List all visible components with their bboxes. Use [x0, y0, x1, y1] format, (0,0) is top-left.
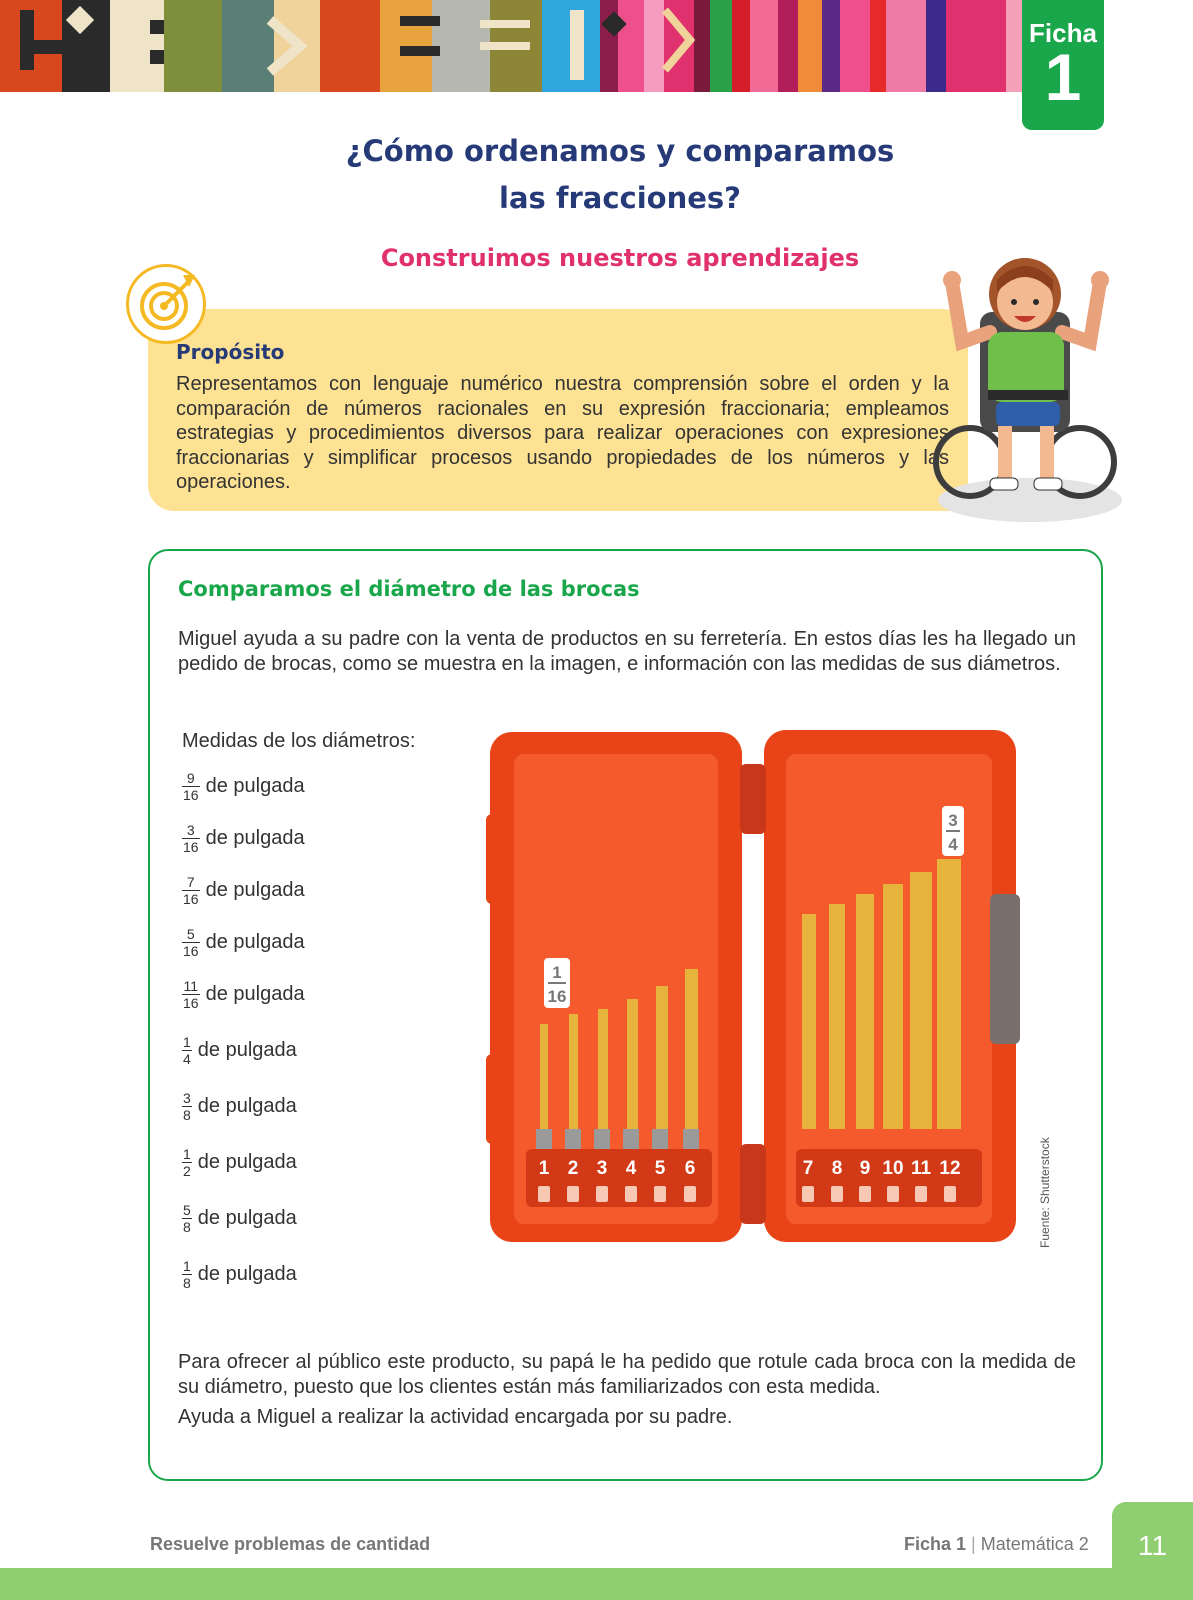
ficha-word: Ficha [1029, 18, 1097, 48]
girl-wheelchair-illustration [930, 232, 1130, 532]
footer-bar [0, 1568, 1193, 1600]
slot-number: 10 [882, 1158, 904, 1179]
slot-number: 5 [654, 1158, 666, 1179]
slot-number: 1 [538, 1158, 550, 1179]
slot-number: 2 [567, 1158, 579, 1179]
slot-number: 9 [859, 1158, 871, 1179]
fraction: $\frac{11}{16}$ [183, 978, 199, 1011]
footer-competency: Resuelve problemas de cantidad [150, 1534, 431, 1554]
image-label-small-den: 16 [547, 987, 567, 1006]
measure-item: $\frac{3}{8}$ de pulgada [183, 1090, 297, 1123]
slot-number: 7 [802, 1158, 814, 1179]
activity-closing: Para ofrecer al público este producto, su papá le ha pedido que rotule cada broca con la medida de su diámetro, puesto que los clientes están más familiarizados con esta medida. [178, 1351, 1076, 1398]
slot-number: 4 [625, 1158, 637, 1179]
fraction: $\frac{3}{16}$ [183, 822, 199, 855]
activity-intro: Miguel ayuda a su padre con la venta de productos en su ferretería. En estos días les ha llegado un pedido de brocas, como se muestra en la imagen, e información con las medidas de sus diámetros. [178, 628, 1076, 675]
measure-item: $\frac{1}{8}$ de pulgada [183, 1258, 297, 1291]
footer-reference: Ficha 1 | Matemática 2 [904, 1534, 1089, 1554]
measure-item: $\frac{7}{16}$ de pulgada [183, 874, 305, 907]
ficha-tab [1022, 0, 1104, 130]
measure-item: $\frac{9}{16}$ de pulgada [183, 770, 305, 803]
image-source-credit: Fuente: Shutterstock [1038, 1137, 1052, 1248]
activity-instruction: Ayuda a Miguel a realizar la actividad encargada por su padre. [178, 1406, 733, 1428]
measure-item: $\frac{1}{4}$ de pulgada [183, 1034, 297, 1067]
footer-ficha: Ficha 1 [904, 1534, 967, 1554]
fraction: $\frac{7}{16}$ [183, 874, 199, 907]
fraction: $\frac{1}{2}$ [183, 1146, 191, 1179]
image-label-large-num: 3 [948, 811, 958, 830]
measure-item: $\frac{5}{16}$ de pulgada [183, 926, 305, 959]
fraction: $\frac{5}{8}$ [183, 1202, 191, 1235]
fraction: $\frac{3}{8}$ [183, 1090, 191, 1123]
image-label-large-den: 4 [948, 835, 958, 854]
measures-heading: Medidas de los diámetros: [182, 730, 416, 752]
purpose-text: Representamos con lenguaje numérico nuestra comprensión sobre el orden y la comparación de números racionales en su expresión fraccionaria; empleamos estrategias y procedimientos diversos para realizar operaciones con expresiones fraccionarias y simplificar procesos usando propiedades de los números y las operaciones. [176, 373, 949, 493]
page-title [200, 128, 1040, 222]
title-line-2: las fracciones? [499, 181, 741, 215]
fraction: $\frac{9}{16}$ [183, 770, 199, 803]
activity-title: Comparamos el diámetro de las brocas [178, 577, 640, 601]
title-line-1: ¿Cómo ordenamos y comparamos [345, 134, 895, 168]
page-number: 11 [1137, 1530, 1168, 1561]
fraction: $\frac{5}{16}$ [183, 926, 199, 959]
banner-motifs [0, 0, 720, 92]
measure-item: $\frac{5}{8}$ de pulgada [183, 1202, 297, 1235]
measure-item: $\frac{11}{16}$ de pulgada [183, 978, 305, 1011]
drill-bit-case-image [486, 724, 1026, 1260]
footer-subject: Matemática 2 [980, 1534, 1089, 1554]
section-subtitle: Construimos nuestros aprendizajes [380, 244, 860, 272]
slot-number: 12 [939, 1158, 961, 1179]
fraction: $\frac{1}{8}$ [183, 1258, 191, 1291]
measure-item: $\frac{3}{16}$ de pulgada [183, 822, 305, 855]
fraction: $\frac{1}{4}$ [183, 1034, 191, 1067]
slot-number: 3 [596, 1158, 608, 1179]
slot-number: 8 [831, 1158, 843, 1179]
slot-number: 6 [684, 1158, 696, 1179]
target-icon [126, 264, 206, 344]
purpose-title: Propósito [176, 340, 285, 364]
ficha-number: 1 [1044, 40, 1082, 114]
image-label-small-num: 1 [552, 963, 562, 982]
measure-item: $\frac{1}{2}$ de pulgada [183, 1146, 297, 1179]
slot-number: 11 [910, 1158, 932, 1179]
